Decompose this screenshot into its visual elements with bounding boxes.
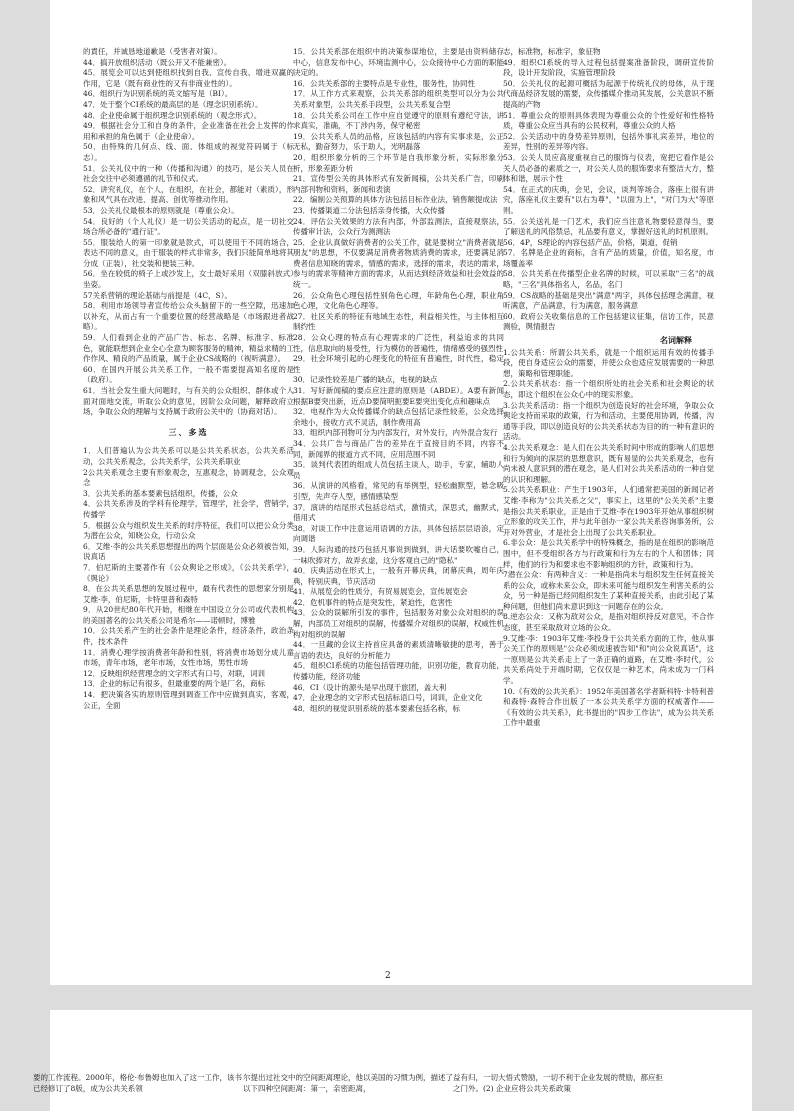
paragraph: 59．CS战略的基础是突出"满意"两字，具体包括理念满意，视听满意，产品满意，行为满意，服务满意 [503, 290, 714, 311]
paragraph: 10．公共关系产生的社会条件是理论条件，经济条件，政治条件，技术条件 [83, 626, 294, 647]
paragraph: 58．利用市场领导者宣传给公众头脑留下的一些空隙，迅速加以补充，从而占有一个重要位置的经营战略是（市场跟进者战略）。 [83, 301, 294, 332]
paragraph: 8．在公共关系思想的发展过程中，最有代表性的思想家分别是艾维·李，伯尼斯，卡特里普和森特 [83, 584, 294, 604]
next-page-sheet [50, 1010, 752, 1111]
paragraph: 13．企业的标记有很多，但最重要的两个是厂名，商标 [83, 679, 266, 689]
paragraph: 41．从展览会的性质分，有贸易展览会，宣传展览会 [293, 587, 468, 597]
paragraph: 50．公关礼仪的起源可概括为起源于传统礼仪的母体，从于现代商品经济发展的需要，众传播媒介推动其发展，公关意识不断提高的产物 [503, 78, 714, 109]
paragraph: 的責任，并诚恳地道歉是（受害者对策）。 [83, 47, 222, 56]
paragraph: 48．组织的视觉识别系统的基本要素包括名称，标 [293, 703, 461, 713]
paragraph: 46．组织行为识别系统的英文缩写是（BI）。 [83, 89, 233, 99]
paragraph: 35．谈判代表团的组成人员包括主谈人，助手，专家，辅助人员 [293, 460, 504, 480]
paragraph: 55．服装给人的第一印象就是款式，可以使用于不同的场合，表达不同的意义，由于服装的样式非常多，我们只能简单地将其分成（正装），社交装和便装三种。 [83, 237, 294, 268]
paragraph: 22．编制公关预算的具体方法包括目标作业法，销售额提成法 [293, 195, 498, 205]
paragraph: 52．公关活动中的身势差异原则，包括外事礼宾差异，地位的差异，性别的差异等内容。 [503, 131, 714, 152]
paragraph: 57关系营销的理论基础与前提是（4C，S）。 [83, 290, 232, 300]
paragraph: 52．讲究礼仪，在个人，在组织，在社会，都能对（素质），形象和风气具在改进、提高、创优等推动作用。 [83, 184, 294, 205]
paragraph: 28．公众心理的特点有心理需求的广泛性，利益追求的共同性，信息取向的易受性，行为模仿的普遍性，情绪感受的强烈性 [293, 333, 504, 353]
paragraph: 37．演讲的结尾形式包括总结式，激情式，深思式，幽默式，借用式 [293, 502, 504, 523]
paragraph: 48．企业使命属于组织理念识别系统的（观念形式）。 [83, 110, 262, 120]
paragraph: 40．庆典活动在形式上，一般有开幕庆典，闭幕庆典，周年庆典，特别庆典，节庆活动 [293, 566, 504, 586]
paragraph: 24．评估公关效果的方法有内部，外部监测法，直接观察法，传播审计法，公众行为测测法 [293, 216, 504, 237]
paragraph: 21．宣传型公关的具体形式有发新闻稿，公共关系广告，印刷内部刊物和资料，新闻和表演 [293, 174, 504, 194]
paragraph: 44．一旦藏的会议主持首应具备的素质清晰敏捷的思考，善于言语的表达，良好的分析能力 [293, 640, 504, 660]
paragraph: 54．在正式的庆典，会见，会议，谈判等场合，落座上很有讲究，落座礼仪主要有"以右为尊"，"以面为上"，"对门为大"等原则。 [503, 184, 714, 215]
paragraph: 56．坐在较低的椅子上或沙发上，女士最好采用（双膝斜放式）坐姿。 [83, 269, 294, 290]
paragraph: 38．对谈工作中注意运用语调的方法，具体包括层层语浪，定向调谐 [293, 523, 504, 544]
paragraph: 49．根据社会分工和自身的条件，企业准备在社会上发挥的作用和承担的角色属于（企业使命）。 [83, 121, 294, 141]
paragraph: 4.公共关系观念：是人们在公共关系时间中形成的影响人们思想和行为倾向的深层的思想意识，既有易显的公共关系观念，也有尚未被人意识到的潜在观念，是人们对公共关系活动的一种自觉的认识和理解。 [503, 442, 714, 484]
paragraph: 29．社会环境引起的心理变化的特征有普遍性，时代性，稳定性 [293, 354, 504, 374]
paragraph: 36．从演讲的风格看，常见的有举例型，轻松幽默型，悬念吸引型，先声夺人型，感情感染型 [293, 481, 504, 501]
column-1-paragraphs [83, 47, 294, 418]
paragraph: 2公共关系观念主要有形象观念，互惠观念，协调观念，公众观念 [83, 467, 294, 488]
paragraph: 5．根据公众与组织发生关系的时序特征，我们可以把公众分类为潜在公众，知晓公众，行动公众 [83, 520, 294, 541]
paragraph: 3．公共关系的基本要素包括组织，传播，公众 [83, 488, 238, 498]
paragraph: 50．由特殊的几何点、线、面、体组成的视觉符码属于（标志）。 [83, 142, 294, 162]
section-heading-term-definitions: 名词解释 [660, 335, 692, 346]
paragraph: 5.公共关系职业：产生于1903年，人们通常把美国的新闻记者艾维·李称为"公共关系之父"，事实上，这里的"公关关系"主要是指公共关系职业，正是由于艾维·李在1903年开始从事组织树立形象的攻关工作，并与此年创办一家公共关系咨询事务所，公开对外营业，才是社会上出现了公共关系职业。 [503, 485, 714, 537]
next-page-text: 益有归，一切大悟式赞励，一切不利于企业发展的赞励，都应拒之门外。(2) 企业应将公共关系政策 [453, 1073, 663, 1093]
paragraph: 32．电视作为大众传播媒介的缺点包括记录性较差，公众选择余地小，接收方式不灵活，制作费用高 [293, 407, 504, 427]
paragraph: 23．传播渠道二分法包括亲身传播，大众传播 [293, 205, 446, 215]
paragraph: 51．尊重公众的原则具体表现为尊重公众的个性爱好和性格特质，尊重公众应当具有的公民权利，尊重公众的人格 [503, 110, 714, 131]
paragraph: 25．企业认真做好消费者的公关工作，就是要树立"消费者就是朋友"的思想，不仅要满足消费者物质消费的需求，还要满足消费者信息知晓的需求，情感的需求，选择的需求，表达的需求，参与的需求等精神方面的需求，从而达到经济效益和社会效益的统一。 [293, 237, 504, 290]
paragraph: 11．消费心理学按消费者年龄和性别，将消费市场划分成儿童市场，青年市场，老年市场，女性市场，男性市场 [83, 647, 294, 668]
paragraph: 6.非公众：是公共关系学中的特殊概念，指的是在组织的影响范围中，但不受组织各方与行政策和行为左右的个人和团体；同样，他们的行为和要求也不影响组织的方针，政策和行为。 [503, 538, 714, 569]
paragraph: 44．搞开放组织活动（既公开又不能兼密）。 [83, 57, 232, 67]
paragraph: 7潜在公众：有两种含义：一种是指尚未与组织发生任何直接关系的公众，或称未来公众，即未来可能与组织发生利害关系的公众，另一种是指已经同组织发生了某种直接关系，由此引起了某种问题，但他们尚未意识到这一问题存在的公众。 [503, 570, 714, 611]
paragraph: 30．记录性较差是广播的缺点，电视的缺点 [293, 375, 438, 385]
column-3 [503, 47, 714, 729]
next-page-column-2 [243, 1073, 454, 1094]
paragraph: 26．公众角色心理包括性别角色心理，年龄角色心理，职业角色心理，文化角色心理等。 [293, 290, 504, 311]
paragraph: 14．把决策各实的原则管理到调查工作中应做到真实，客观，公正，全面 [83, 690, 294, 710]
column-1 [83, 47, 294, 711]
paragraph: 31．写好新闻稿的要点应注意的原则是（ABDE）。A要有新闻根据B要突出新，近点D要简明扼要E要突出变化点和趣味点 [293, 386, 504, 406]
paragraph: 2.公共关系状态：指一个组织所处的社会关系和社会舆论的状态，即这个组织在公众心中的现实形象。 [503, 379, 714, 399]
next-page-column-1 [33, 1073, 244, 1094]
paragraph: 志，标准物，标准字，象征物 [503, 47, 601, 56]
paragraph: 45．组织CI系统的功能包括管理功能，识别功能，教育功能，传播功能，经济功能 [293, 661, 504, 682]
paragraph: 9．从20世纪80年代开始，相继在中国设立分公司或代表机构的美国著名的公共关系公司是希尔——诺顿时，博雅 [83, 605, 294, 625]
paragraph: 16．公共关系部的主要特点是专业性，服务性，协同性 [293, 78, 476, 88]
paragraph: 9.艾维·李：1903年艾维·李投身于公共关系方面的工作，他从事公关工作的原则是"公众必须成速被告知"和"向公众说真话"，这一原则是公共关系走上了一条正确的道路，在艾维·李时代，公共关系尚处于开端时期，它仅仅是一种艺术，尚未成为一门科学。 [503, 633, 715, 686]
paragraph: 49．组织CI系统的导入过程包括提案准备阶段，调研宣传阶段，设计开发阶段，实施管理阶段 [503, 57, 714, 78]
next-page-text: 尔提出过社交中的空间距离理论，他以美国的习惯为例，描述了以下四种空间距离：第一，亲密距离， [243, 1073, 453, 1093]
paragraph: 8.逆态公众：又称为敌对公众，是指对组织持反对意见，不合作态度，甚至采取敌对立场的公众。 [503, 612, 714, 633]
paragraph: 54．良好的（个人礼仪）是一切公关活动的起点，是一切社交场合所必备的"通行证"。 [83, 216, 294, 237]
paragraph: 53．公关人员应高度重视自己的服饰与仪表，宽把它看作是公关人员必备的素质之一，对公关人员的服饰要求有整洁大方，整体和谐，展示个性 [503, 152, 714, 184]
paragraph: 53．公关礼仪最根本的原则就是（尊重公众）。 [83, 205, 239, 215]
paragraph: 47．企业理念的文字形式包括标语口号，词训，企业文化 [293, 693, 483, 703]
paragraph: 1.公共关系：所谓公共关系，就是一个组织运用有效的传播手段，使自身适应公众的需要，并使公众也适应发展需要的一种思想，策略和管理职能。 [503, 347, 714, 378]
paragraph: 3.公共关系活动：指一个组织为创造良好的社会环境，争取公众舆论支持而采取的政策，行为和活动，主要使用协调，传播，沟通等手段，即以创造良好的公共关系状态为目的的一种有意识的活动。 [503, 400, 714, 442]
paragraph: 10.《有效的公共关系》：1952年美国著名学者斯科特·卡特利普和森特·森特合作出版了一本公共关系学方面的权威著作——《有效的公共关系》，此书提出的"四步工作法"，成为公共关系工作中最重 [503, 686, 714, 728]
paragraph: 27．社区关系的特征有地域生态性，利益相关性，与主体相互制约性 [293, 311, 504, 332]
column-2 [293, 47, 504, 714]
paragraph: 43．公众的误解所引发的事件，包括服务对象公众对组织的误解，内部员工对组织的误解，传播媒介对组织的误解，权威性机构对组织的误解 [293, 608, 504, 639]
paragraph: 20．组织形象分析的三个环节是自我形象分析，实际形象分析，形象差距分析 [293, 152, 504, 173]
paragraph: 46．CI（设计的源头是早出现于旅团，盖大利 [293, 682, 447, 692]
paragraph: 61．当社会发生重大问题时，与有关的公众组织、群体或个人面对面地交流，听取公众的意见，因阶公众问题，解释政府立场，争取公众的理解与支持属于政府公关中的（协商对话）。 [83, 386, 294, 417]
paragraph: 4．公共关系涉及的学科有伦理学，管理学，社会学，营销学，传播学 [83, 499, 294, 519]
page-number: 2 [385, 971, 391, 981]
paragraph: 47．处于整个CI系统的最高层的是（理念识别系统）。 [83, 99, 263, 109]
paragraph: 15．公共关系部在组织中的决策参谋地位，主要是由资料储存中心，信息发布中心，环境监测中心，公众接待中心方面的职能决定的。 [293, 47, 504, 78]
paragraph: 33．组织内部刊物可分为内部发行，对外发行，内外混合发行 [293, 428, 498, 438]
paragraph: 58．公共关系在传播型企业名牌的时候，可以采取"三名"的战略，"三名"具体指名人，名品，名门 [503, 269, 714, 290]
next-page-text: 要的工作流程。2000年，格伦·布鲁姆也加入了这一工作，该书已经修订了8版，成为公共关系领 [33, 1073, 242, 1093]
paragraph: 60．政府公关收集信息的工作包括建议征集，信访工作，民意测验，舆情报告 [503, 311, 714, 332]
paragraph: 56．4P，S理论的内容包括产品，价格，渠道，促销 [503, 237, 678, 247]
paragraph: 17．从工作方式来观察，公共关系部的组织类型可以分为公共关系对象型，公共关系手段型，公共关系复合型 [293, 89, 504, 109]
paragraph: 39．人际沟通的技巧包括凡事说到做到，讲大话要吹嘘自己，一味吹捧对方，故弄玄虚，这分客观自己的"隐私" [293, 544, 504, 565]
paragraph: 59．人们看到企业的产品广告、标志、名牌、标准字、标准色，就能联想到企业全心全意为顾客服务的精神，精益求精的工作作风、精良的产品质量，属于企业CS战略的（视听满意）。 [83, 333, 294, 364]
paragraph: 60．在国内开展公共关系工作，一般不需要提高知名度的是（政府）。 [83, 364, 294, 385]
paragraph: 18．公共关系公司在工作中应自觉遵守的原则有遵纪守法，讲求真实，准确，不丁涉内务，保守秘密 [293, 110, 504, 131]
paragraph: 12．反映组织经营理念的文字形式有口号，对联，词训 [83, 668, 266, 678]
paragraph: 19．公共关系人员的品格，应该包括的内容有实事求是，公正无私，勤奋努力，乐于助人，光明磊落 [293, 131, 504, 152]
paragraph: 34．公共广告与商品广告的差异在于直接目的不同，内容不同，新闻界的报道方式不同，应用范围不同 [293, 438, 504, 459]
paragraph: 45．展览会可以达到使组织找到自我、宣传自我、增进双赢的作用，它是（既有商业性的又有非商业性的）。 [83, 68, 294, 88]
paragraph: 1．人们普遍认为公共关系可以是公共关系状态，公共关系活动，公共关系观念，公共关系学，公共关系职业 [83, 446, 294, 466]
section-heading-multiple-choice: 三、多选 [168, 426, 209, 437]
column-2-paragraphs [293, 47, 504, 714]
column-3-definition-paragraphs [503, 348, 714, 729]
paragraph: 7．伯尼斯的主要著作有《公众舆论之形成》，《公共关系学》，《舆论》 [83, 562, 294, 583]
column-1-multiple-choice-paragraphs [83, 446, 294, 711]
paragraph: 55．公关送礼是一门艺术，我们应当注意礼物要轻意得当，要了解送礼的风俗禁忌，礼品要有意义，掌握好送礼的时机原则。 [503, 216, 714, 237]
paragraph: 6．艾维·李的公共关系思想提出的两个层面是公众必须被告知，说真话 [83, 541, 294, 562]
next-page-column-3 [453, 1073, 664, 1094]
page-sheet [50, 0, 752, 985]
column-3-paragraphs [503, 47, 714, 333]
paragraph: 42．危机事件的特点是突发性，紧迫性，危害性 [293, 597, 453, 607]
paragraph: 51．公关礼仪中的一种（传播和沟通）的技巧，是公关人员在社会交往中必须遵循的礼节和仪式。 [83, 163, 294, 184]
paragraph: 57．名牌是企业的商标，含有产品的质量，价值，知名度，市场覆盖率 [503, 248, 714, 268]
